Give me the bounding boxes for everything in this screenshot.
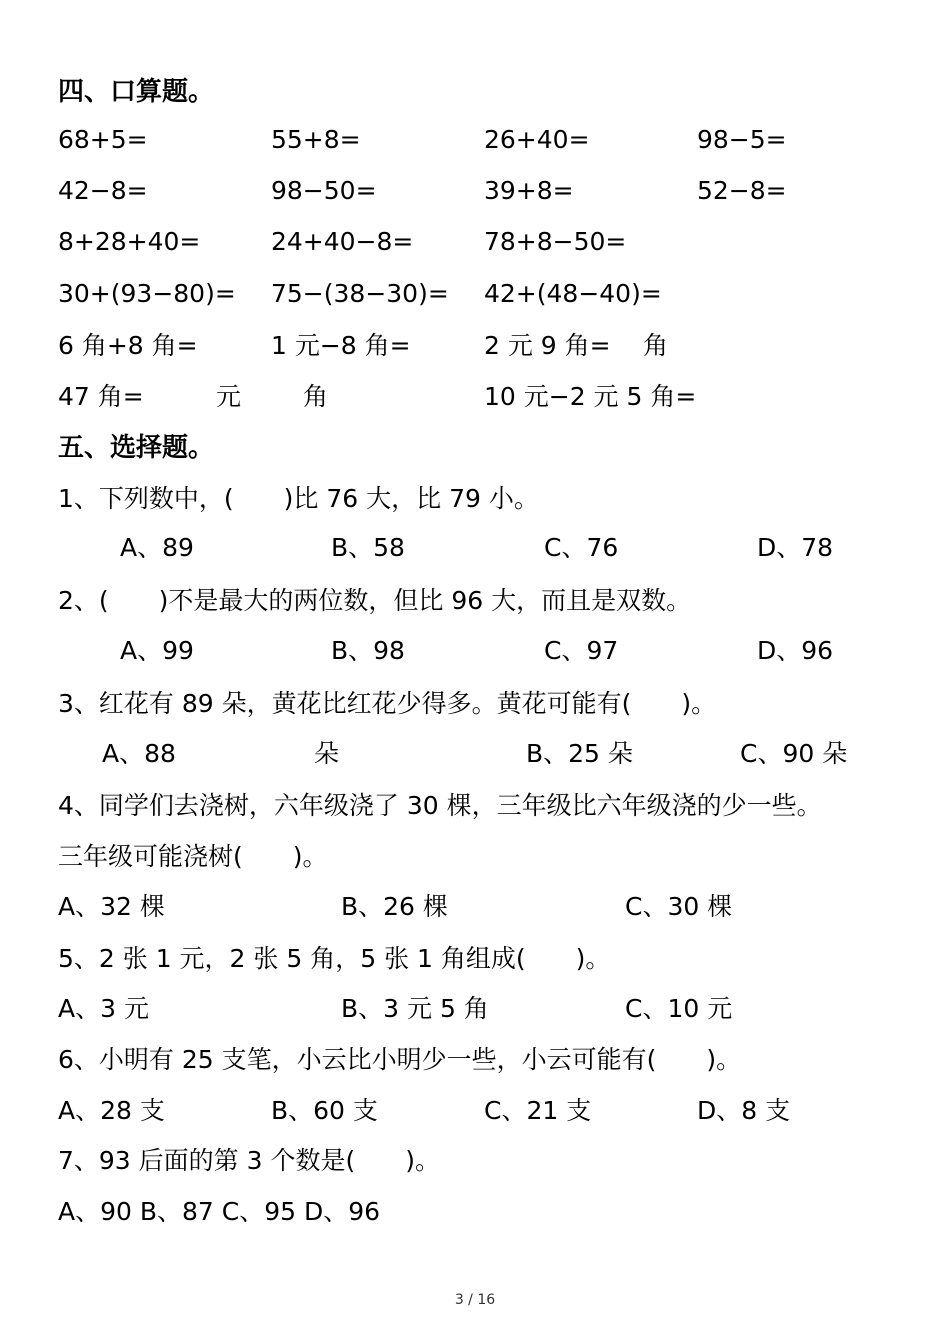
question-stem: 6、小明有 25 支笔，小云比小明少一些，小云可能有( )。 bbox=[58, 1045, 742, 1074]
calc-row-6 bbox=[0, 377, 950, 417]
question-7-options bbox=[0, 1192, 950, 1232]
option-a: A、99 bbox=[120, 636, 194, 665]
question-1-options bbox=[0, 528, 950, 568]
section-4-heading-row bbox=[0, 72, 950, 112]
calc-item: 8+28+40= bbox=[58, 227, 201, 256]
question-4-stem bbox=[0, 786, 950, 826]
option-c: C、97 bbox=[544, 636, 619, 665]
calc-item: 47 角= bbox=[58, 382, 144, 411]
question-stem: 7、93 后面的第 3 个数是( )。 bbox=[58, 1146, 440, 1175]
calc-item: 10 元−2 元 5 角= bbox=[484, 382, 697, 411]
question-stem: 1、下列数中，( )比 76 大，比 79 小。 bbox=[58, 484, 539, 513]
question-6-options bbox=[0, 1091, 950, 1131]
calc-item: 98−50= bbox=[271, 176, 377, 205]
calc-row-2 bbox=[0, 171, 950, 211]
option-b: B、60 支 bbox=[271, 1096, 378, 1125]
option-a-unit: 朵 bbox=[314, 739, 340, 768]
calc-item: 78+8−50= bbox=[484, 227, 627, 256]
calc-item: 98−5= bbox=[697, 125, 787, 154]
question-6-stem bbox=[0, 1040, 950, 1080]
calc-item: 39+8= bbox=[484, 176, 574, 205]
calc-item: 2 元 9 角= bbox=[484, 331, 611, 360]
options-inline: A、90 B、87 C、95 D、96 bbox=[58, 1197, 381, 1226]
question-5-stem bbox=[0, 939, 950, 979]
option-b: B、3 元 5 角 bbox=[341, 994, 489, 1023]
calc-item: 24+40−8= bbox=[271, 227, 414, 256]
option-d: D、96 bbox=[757, 636, 834, 665]
option-c: C、90 朵 bbox=[740, 739, 848, 768]
question-3-stem bbox=[0, 684, 950, 724]
option-a: A、32 棵 bbox=[58, 892, 165, 921]
calc-item: 42−8= bbox=[58, 176, 148, 205]
option-d: D、8 支 bbox=[697, 1096, 791, 1125]
question-stem: 2、( )不是最大的两位数，但比 96 大，而且是双数。 bbox=[58, 586, 692, 615]
page-number: 3 / 16 bbox=[454, 1292, 496, 1308]
question-2-options bbox=[0, 631, 950, 671]
question-stem: 5、2 张 1 元，2 张 5 角，5 张 1 角组成( )。 bbox=[58, 944, 611, 973]
question-4-stem-continued bbox=[0, 837, 950, 877]
option-a: A、88 bbox=[102, 739, 176, 768]
option-c: C、21 支 bbox=[484, 1096, 592, 1125]
question-2-stem bbox=[0, 581, 950, 621]
unit-label: 角 bbox=[303, 382, 329, 411]
option-a: A、89 bbox=[120, 533, 194, 562]
question-3-options bbox=[0, 734, 950, 774]
calc-item: 75−(38−30)= bbox=[271, 279, 449, 308]
option-b: B、25 朵 bbox=[526, 739, 633, 768]
option-a: A、28 支 bbox=[58, 1096, 165, 1125]
calc-item: 26+40= bbox=[484, 125, 590, 154]
option-c: C、76 bbox=[544, 533, 619, 562]
section-heading: 四、口算题。 bbox=[58, 77, 215, 107]
option-b: B、58 bbox=[331, 533, 405, 562]
question-1-stem bbox=[0, 479, 950, 519]
section-5-heading-row bbox=[0, 428, 950, 468]
calc-row-3 bbox=[0, 222, 950, 262]
option-c: C、30 棵 bbox=[625, 892, 733, 921]
calc-item: 52−8= bbox=[697, 176, 787, 205]
option-d: D、78 bbox=[757, 533, 834, 562]
calc-row-4 bbox=[0, 274, 950, 314]
question-stem-continued: 三年级可能浇树( )。 bbox=[58, 842, 328, 871]
unit-label: 角 bbox=[643, 331, 669, 360]
calc-item: 6 角+8 角= bbox=[58, 331, 198, 360]
section-heading: 五、选择题。 bbox=[58, 433, 215, 463]
calc-item: 1 元−8 角= bbox=[271, 331, 411, 360]
unit-label: 元 bbox=[216, 382, 242, 411]
question-stem: 4、同学们去浇树，六年级浇了 30 棵，三年级比六年级浇的少一些。 bbox=[58, 791, 822, 820]
calc-row-1 bbox=[0, 120, 950, 160]
calc-item: 42+(48−40)= bbox=[484, 279, 662, 308]
calc-item: 68+5= bbox=[58, 125, 148, 154]
question-stem: 3、红花有 89 朵，黄花比红花少得多。黄花可能有( )。 bbox=[58, 689, 717, 718]
calc-item: 55+8= bbox=[271, 125, 361, 154]
question-5-options bbox=[0, 989, 950, 1029]
option-c: C、10 元 bbox=[625, 994, 733, 1023]
option-b: B、26 棵 bbox=[341, 892, 448, 921]
option-a: A、3 元 bbox=[58, 994, 149, 1023]
calc-item: 30+(93−80)= bbox=[58, 279, 236, 308]
question-7-stem bbox=[0, 1141, 950, 1181]
question-4-options bbox=[0, 887, 950, 927]
option-b: B、98 bbox=[331, 636, 405, 665]
calc-row-5 bbox=[0, 326, 950, 366]
